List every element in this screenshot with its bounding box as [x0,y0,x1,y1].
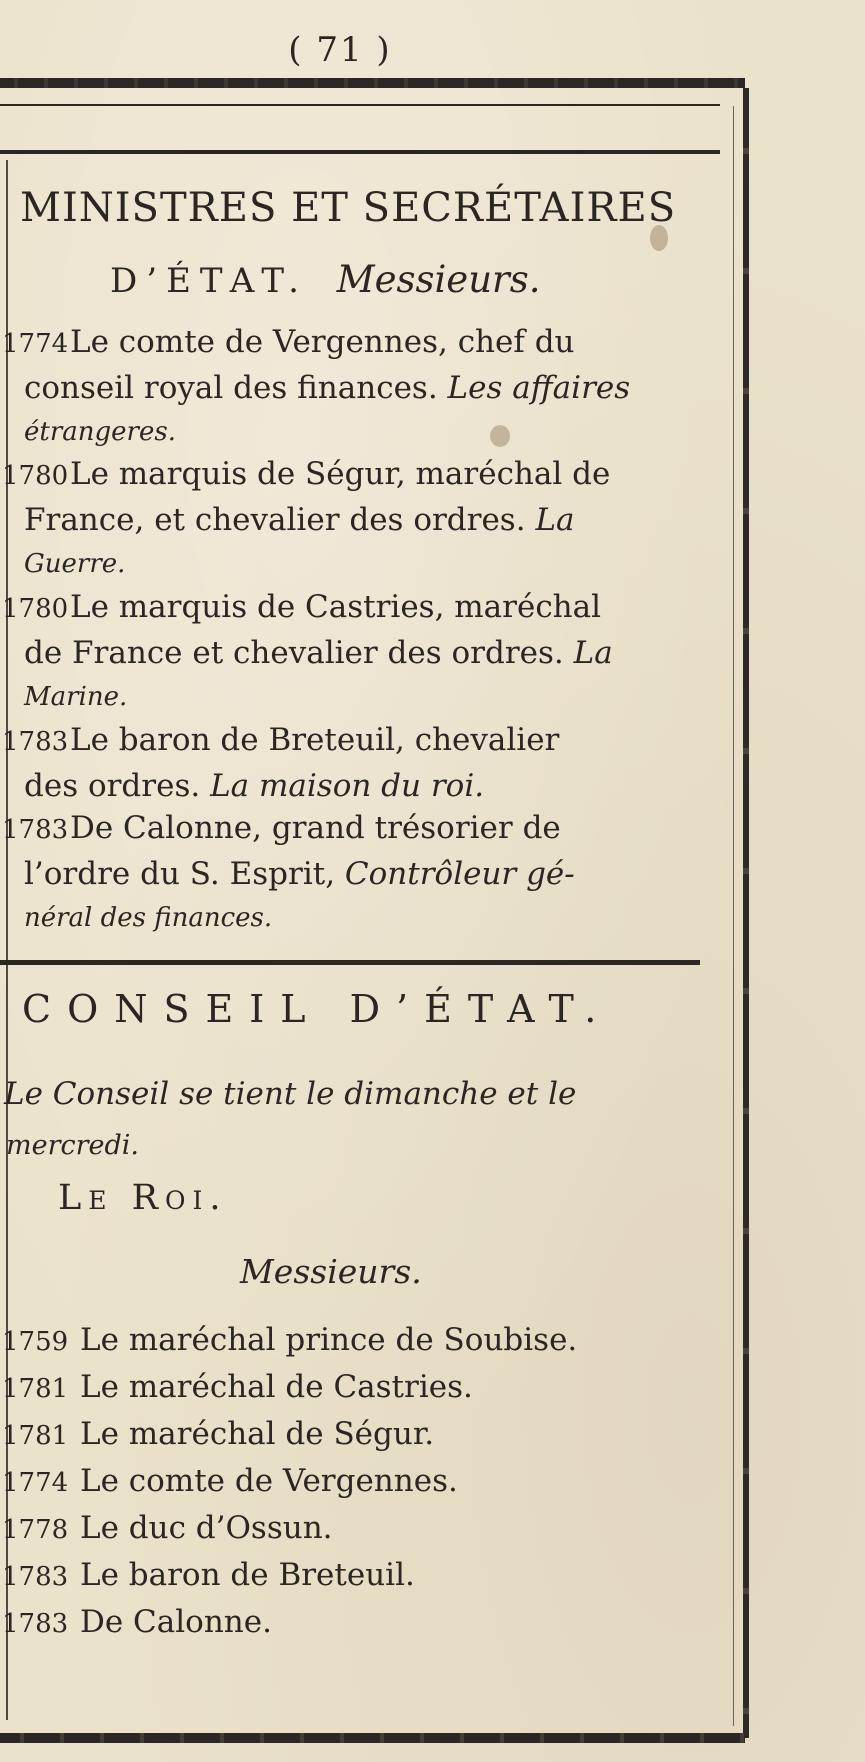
entry-line1: Le marquis de Ségur, maréchal de [70,456,611,492]
member-year: 1781 [2,1374,69,1404]
minister-entry [2,320,630,454]
member-year: 1783 [2,1609,69,1639]
entry-line1: Le marquis de Castries, maréchal [70,589,602,625]
entry-office: La [573,635,613,671]
section2-title: CONSEIL D’ÉTAT. [22,987,613,1031]
entry-year: 1780 [2,594,69,624]
list-item [2,1553,577,1600]
section1-heading-caps: D’ÉTAT. [110,261,308,301]
list-item [2,1506,577,1553]
list-item [2,1318,577,1365]
list-item [2,1412,577,1459]
section1-rule [0,150,720,154]
section2-note-line2: mercredi. [6,1130,139,1161]
section1-heading-line1: MINISTRES ET SECRÉTAIRES [20,185,677,231]
entry-line2-wrap [2,498,610,542]
member-name: De Calonne. [80,1604,272,1640]
right-inner-rule [733,106,734,1726]
member-year: 1781 [2,1421,69,1451]
minister-entry [2,452,610,586]
entry-line2: des ordres. [24,768,201,804]
entry-office: La [535,502,575,538]
entry-line2-wrap [2,631,613,675]
member-name: Le comte de Vergennes. [80,1463,458,1499]
minister-entry [2,806,575,940]
council-members-list [2,1318,577,1647]
top-ornamental-rule [0,78,745,88]
entry-line1: Le baron de Breteuil, chevalier [70,722,560,758]
member-year: 1783 [2,1562,69,1592]
list-item [2,1600,577,1647]
member-name: Le duc d’Ossun. [80,1510,333,1546]
member-name: Le baron de Breteuil. [80,1557,415,1593]
entry-line2-wrap [2,764,559,808]
minister-entry [2,585,613,719]
member-name: Le maréchal de Castries. [80,1369,473,1405]
entry-year: 1774 [2,329,69,359]
entry-line2: France, et chevalier des ordres. [24,502,526,538]
page-number: ( 71 ) [288,30,392,70]
king-heading: Le Roi. [58,1178,228,1218]
entry-year: 1780 [2,461,69,491]
entry-year: 1783 [2,727,69,757]
entry-line1: De Calonne, grand trésorier de [70,810,561,846]
entry-line2: conseil royal des finances. [24,370,438,406]
right-border-rule [743,88,749,1738]
messieurs-heading: Messieurs. [240,1252,422,1291]
member-year: 1778 [2,1515,69,1545]
bottom-ornamental-rule [0,1733,745,1743]
entry-line3: Guerre. [24,549,126,579]
section2-note [4,1068,724,1172]
top-thin-rule [0,104,720,106]
section2-note-line1: Le Conseil se tient le dimanche et le [4,1076,577,1112]
section2-rule [0,960,700,965]
entry-line3: Marine. [24,682,128,712]
entry-line2-wrap [2,366,630,410]
list-item [2,1365,577,1412]
minister-entry [2,718,559,808]
entry-year: 1783 [2,815,69,845]
section1-heading-line2 [110,258,540,301]
entry-office: Contrôleur gé- [344,856,575,892]
section1-heading-italic: Messieurs. [336,258,541,301]
entry-line1: Le comte de Vergennes, chef du [70,324,575,360]
entry-line2: l’ordre du S. Esprit, [24,856,336,892]
entry-office: La maison du roi. [210,768,485,804]
entry-line2-wrap [2,852,575,896]
member-year: 1774 [2,1468,69,1498]
member-name: Le maréchal prince de Soubise. [80,1322,578,1358]
member-year: 1759 [2,1327,69,1357]
entry-line3: étrangeres. [24,417,176,447]
entry-line3: néral des finances. [24,903,273,933]
entry-office: Les affaires [447,370,631,406]
entry-line2: de France et chevalier des ordres. [24,635,564,671]
list-item [2,1459,577,1506]
member-name: Le maréchal de Ségur. [80,1416,435,1452]
